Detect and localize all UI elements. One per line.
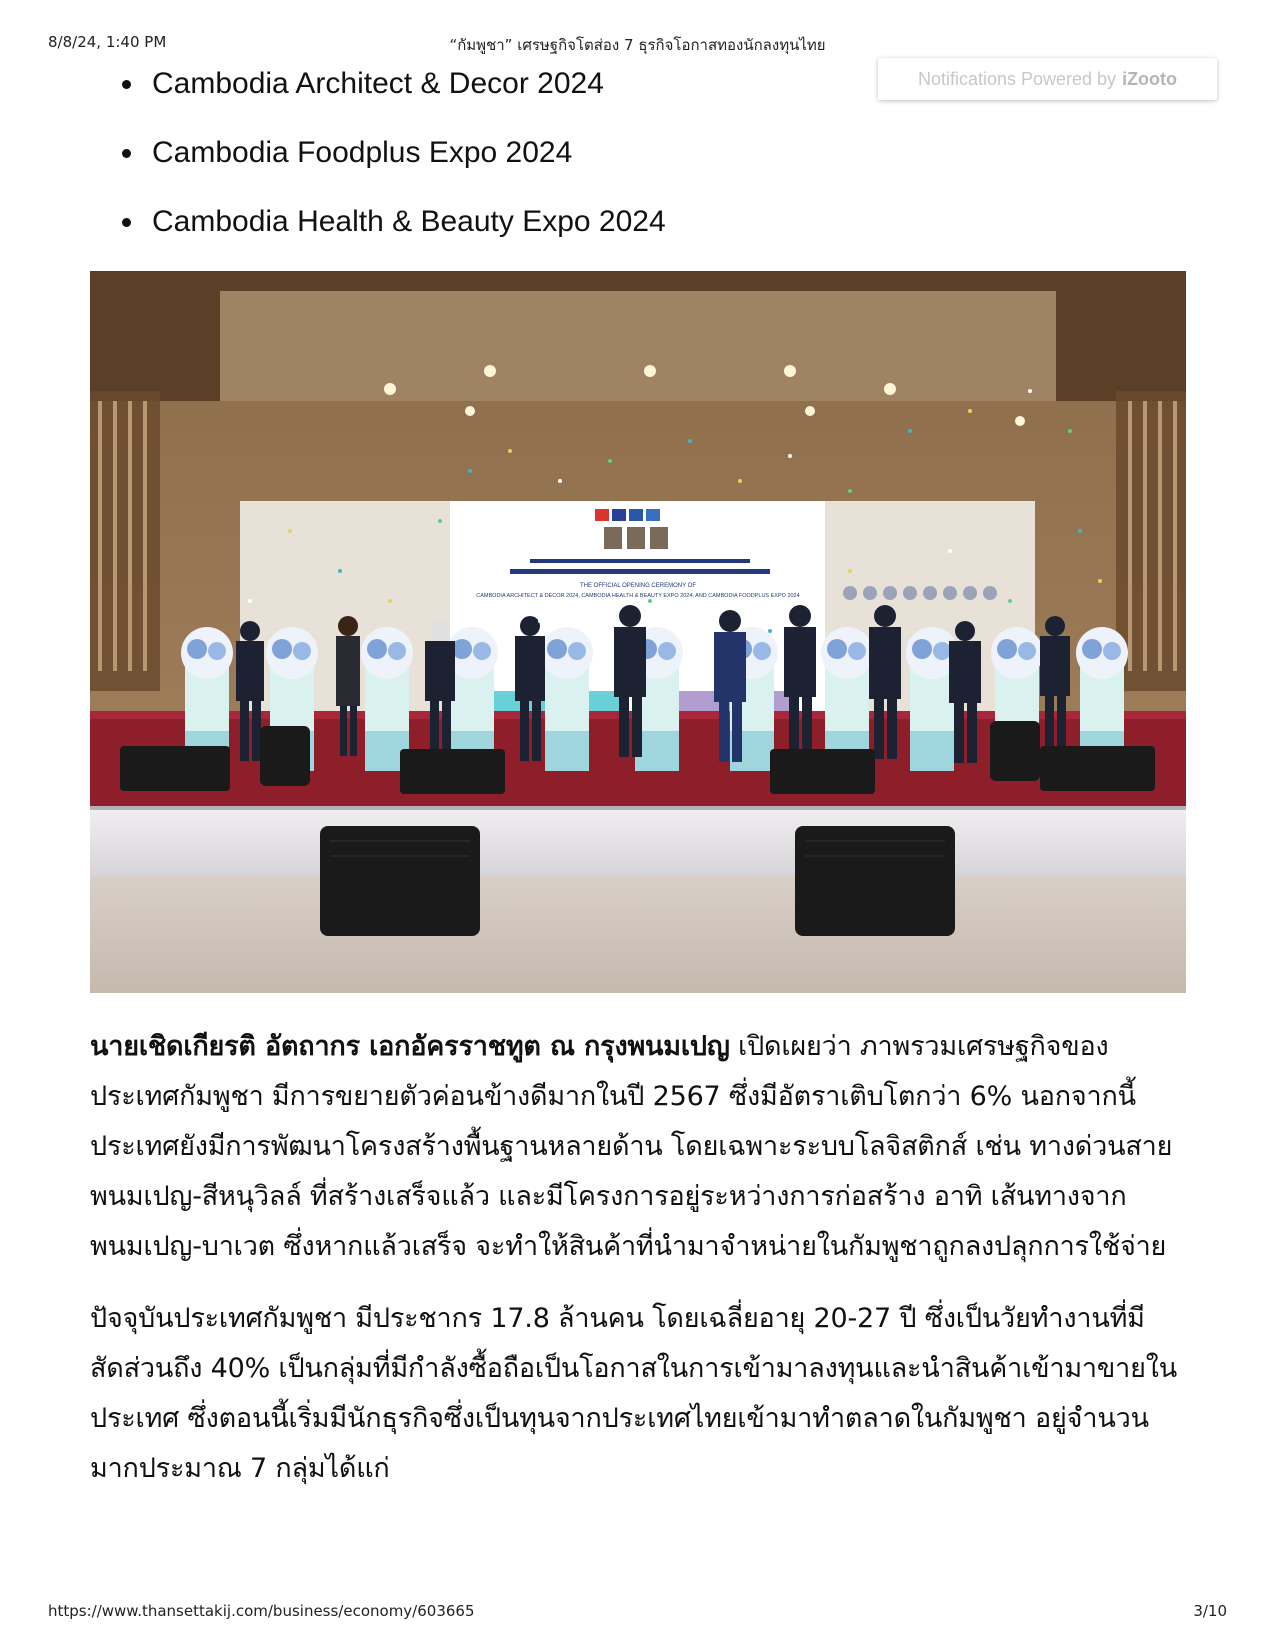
print-header-datetime: 8/8/24, 1:40 PM	[48, 33, 167, 51]
notification-badge-brand: iZooto	[1122, 68, 1178, 89]
article-photo	[90, 271, 1186, 993]
article-paragraph: ปัจจุบันประเทศกัมพูชา มีประชากร 17.8 ล้านคน โดยเฉลี่ยอายุ 20-27 ปี ซึ่งเป็นวัยทำงานที่มีสัดส่วนถึง 40% เป็นกลุ่มที่มีกำลังซื้อถือเป็นโอกาสในการเข้ามาลงทุนและนำสินค้าเข้ามาขายในประเทศ ซึ่งตอนนี้เริ่มมีนักธุรกิจซึ่งเป็นทุนจากประเทศไทยเข้ามาทำตลาดในกัมพูชา อยู่จำนวนมากประมาณ 7 กลุ่มได้แก่	[90, 1303, 1177, 1484]
article-paragraph	[90, 1022, 1190, 1272]
print-header-title: “กัมพูชา” เศรษฐกิจโตส่อง 7 ธุรกิจโอกาสทองนักลงทุนไทย	[449, 36, 826, 54]
expo-list-item: Cambodia Health & Beauty Expo 2024	[120, 198, 666, 267]
print-footer-url: https://www.thansettakij.com/business/economy/603665	[48, 1602, 475, 1620]
notification-badge-text: Notifications Powered by	[917, 68, 1117, 89]
paragraph-text: เปิดเผยว่า ภาพรวมเศรษฐกิจของประเทศกัมพูชา มีการขยายตัวค่อนข้างดีมากในปี 2567 ซึ่งมีอัตราเติบโตกว่า 6% นอกจากนี้ประเทศยังมีการพัฒนาโครงสร้างพื้นฐานหลายด้าน โดยเฉพาะระบบโลจิสติกส์ เช่น ทางด่วนสายพนมเปญ-สีหนุวิลล์ ที่สร้างเสร็จแล้ว และมีโครงการอยู่ระหว่างการก่อสร้าง อาทิ เส้นทางจากพนมเปญ-บาเวต ซึ่งหากแล้วเสร็จ จะทำให้สินค้าที่นำมาจำหน่ายในกัมพูชาถูกลงปลุกการใช้จ่าย	[90, 1031, 1173, 1262]
backdrop-title-line1: THE OFFICIAL OPENING CEREMONY OF	[579, 583, 697, 589]
article-body	[90, 1022, 1190, 1516]
print-footer-page-number: 3/10	[1193, 1602, 1227, 1620]
expo-list-item: Cambodia Foodplus Expo 2024	[120, 129, 666, 198]
notification-badge[interactable]	[878, 58, 1217, 100]
backdrop-title-line2: CAMBODIA ARCHITECT & DECOR 2024, CAMBODIA HEALTH & BEAUTY EXPO 2024, AND CAMBODIA FOODPLUS EXPO 2024	[476, 593, 800, 599]
expo-list	[120, 60, 666, 267]
ceremony-photo-illustration	[90, 271, 1186, 993]
ambassador-name: นายเชิดเกียรติ อัตถากร เอกอัครราชทูต ณ กรุงพนมเปญ	[90, 1031, 730, 1062]
expo-list-item: Cambodia Architect & Decor 2024	[120, 60, 666, 129]
